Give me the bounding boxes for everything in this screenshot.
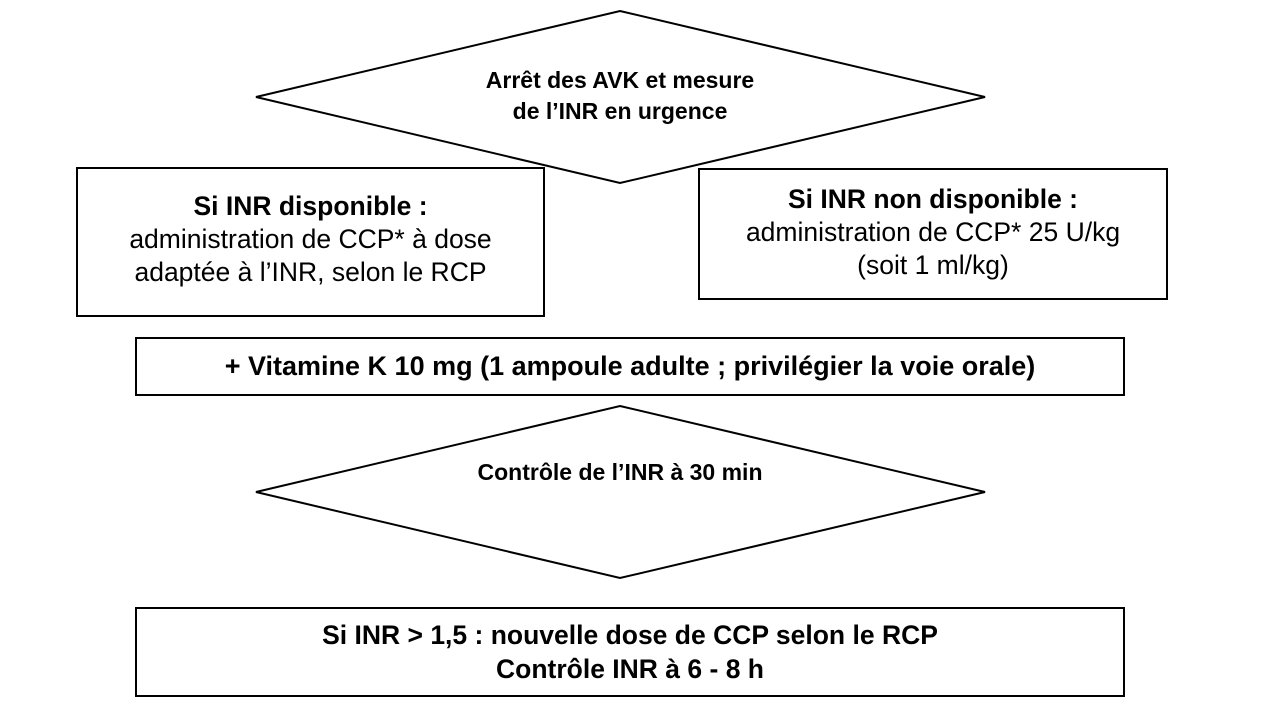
decision-stop-avk-label bbox=[400, 56, 840, 136]
box-new-dose bbox=[135, 607, 1125, 697]
box-vitamin-k-text: + Vitamine K 10 mg (1 ampoule adulte ; privilégier la voie orale) bbox=[224, 351, 1036, 381]
decision-stop-avk-line-2: de l’INR en urgence bbox=[512, 98, 728, 124]
box-new-dose-line-2: Contrôle INR à 6 - 8 h bbox=[496, 654, 764, 684]
decision-diamond-inr-control bbox=[256, 406, 985, 578]
box-inr-unavailable-heading: Si INR non disponible : bbox=[787, 183, 1078, 214]
box-inr-available-heading: Si INR disponible : bbox=[193, 190, 428, 221]
box-inr-available-line-2: adaptée à l’INR, selon le RCP bbox=[134, 256, 487, 287]
decision-stop-avk-line-1: Arrêt des AVK et mesure bbox=[485, 67, 755, 93]
decision-inr-control-text: Contrôle de l’INR à 30 min bbox=[477, 458, 763, 485]
box-inr-unavailable-line-1: administration de CCP* 25 U/kg bbox=[745, 216, 1121, 247]
box-inr-unavailable bbox=[698, 168, 1168, 300]
box-vitamin-k bbox=[135, 337, 1125, 396]
box-inr-available bbox=[76, 167, 545, 317]
box-inr-unavailable-line-2: (soit 1 ml/kg) bbox=[857, 249, 1009, 280]
box-inr-available-line-1: administration de CCP* à dose bbox=[129, 223, 492, 254]
box-new-dose-line-1: Si INR > 1,5 : nouvelle dose de CCP selon le RCP bbox=[322, 620, 938, 650]
decision-inr-control-label bbox=[400, 452, 840, 492]
